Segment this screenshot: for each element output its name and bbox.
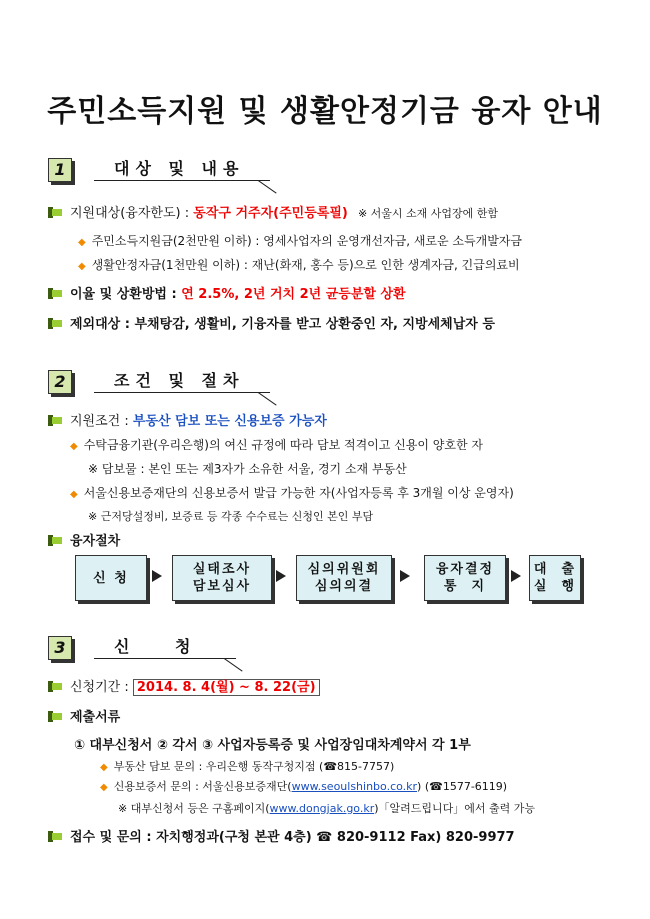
- fund2-text: 생활안정자금(1천만원 이하) : 재난(화재, 홍수 등)으로 인한 생계자금, 긴급의료비: [91, 258, 520, 272]
- flag-bullet-icon: [48, 535, 62, 546]
- flow-step-label: 신 청: [93, 570, 129, 586]
- flow-step-label: 융자결정 통 지: [435, 562, 495, 594]
- section-number: 3: [48, 636, 72, 660]
- flow-step-decision: [424, 555, 506, 601]
- flow-step-label: 대 출 실 행: [533, 562, 577, 594]
- diamond-bullet-icon: ◆: [100, 762, 108, 773]
- flow-step-inspection: [172, 555, 272, 601]
- exclude-row: [48, 313, 495, 332]
- inquiry-1-text: 부동산 담보 문의 : 우리은행 동작구청지점 (☎815-7757): [113, 760, 395, 773]
- inquiry-1-row: [100, 758, 394, 774]
- section-title: 대상 및 내용: [94, 158, 270, 181]
- condition-1-note: ※ 담보물 : 본인 또는 제3자가 소유한 서울, 경기 소재 부동산: [88, 462, 407, 476]
- target-label: 지원대상(융자한도) :: [70, 206, 194, 221]
- procedure-row: [48, 530, 120, 549]
- section-title: 신 청: [94, 636, 236, 659]
- flag-bullet-icon: [48, 681, 62, 692]
- inquiry-2-phone: ) (☎1577-6119): [417, 780, 508, 793]
- inquiry-3-text: ※ 대부신청서 등은 구홈페이지(: [118, 802, 270, 815]
- target-value: 동작구 거주자(주민등록필): [193, 206, 348, 221]
- period-label: 신청기간 :: [70, 680, 133, 695]
- flag-bullet-icon: [48, 318, 62, 329]
- section-title: 조건 및 절차: [94, 370, 270, 393]
- flow-step-review: [296, 555, 392, 601]
- section-number: 1: [48, 158, 72, 182]
- inquiry-2-row: [100, 778, 507, 794]
- seoulshinbo-link[interactable]: www.seoulshinbo.co.kr: [291, 780, 418, 793]
- fund1-text: 주민소득지원금(2천만원 이하) : 영세사업자의 운영개선자금, 새로운 소득개발자금: [91, 234, 522, 248]
- condition-2-note: ※ 근저당설정비, 보증료 등 각종 수수료는 신청인 본인 부담: [88, 510, 374, 523]
- flow-step-loan: [529, 555, 581, 601]
- diamond-bullet-icon: ◆: [78, 237, 86, 248]
- section-2-header: [48, 370, 448, 396]
- fund2-row: [78, 256, 520, 273]
- condition-2-text: 서울신용보증재단의 신용보증서 발급 가능한 자(사업자등록 후 3개월 이상 운영자): [83, 486, 514, 500]
- section-number: 2: [48, 370, 72, 394]
- condition-value: 부동산 담보 또는 신용보증 가능자: [132, 414, 327, 429]
- dongjak-link[interactable]: www.dongjak.go.kr: [269, 802, 375, 815]
- page-title: 주민소득지원 및 생활안정기금 융자 안내: [47, 94, 603, 129]
- inquiry-3-suffix: )「알려드립니다」에서 출력 가능: [374, 802, 536, 815]
- docs-list: ① 대부신청서 ② 각서 ③ 사업자등록증 및 사업장임대차계약서 각 1부: [74, 738, 471, 753]
- docs-label: 제출서류: [70, 710, 121, 725]
- condition-2-row: [70, 484, 514, 501]
- flag-bullet-icon: [48, 831, 62, 842]
- arrow-right-icon: [152, 570, 162, 582]
- arrow-right-icon: [400, 570, 410, 582]
- arrow-right-icon: [276, 570, 286, 582]
- diamond-bullet-icon: ◆: [78, 261, 86, 272]
- fund1-row: [78, 232, 522, 249]
- target-row: [48, 202, 498, 221]
- flag-bullet-icon: [48, 415, 62, 426]
- arrow-right-icon: [511, 570, 521, 582]
- period-value: 2014. 8. 4(월) ~ 8. 22(금): [133, 679, 320, 696]
- contact-text: 접수 및 문의 : 자치행정과(구청 본관 4층) ☎ 820-9112 Fax) 820-9977: [70, 830, 515, 845]
- condition-row: [48, 410, 327, 429]
- condition-1-row: [70, 436, 483, 453]
- flag-bullet-icon: [48, 711, 62, 722]
- procedure-label: 융자절차: [70, 534, 121, 549]
- inquiry-3-row: [118, 800, 535, 816]
- rate-value: 연 2.5%, 2년 거치 2년 균등분할 상환: [181, 287, 406, 302]
- docs-row: [48, 706, 120, 725]
- rate-label: 이율 및 상환방법 :: [70, 287, 182, 302]
- section-1-header: [48, 158, 448, 184]
- target-note: ※ 서울시 소재 사업장에 한함: [357, 207, 499, 220]
- flow-step-apply: [75, 555, 147, 601]
- period-row: [48, 676, 320, 695]
- inquiry-2-text: 신용보증서 문의 : 서울신용보증재단(: [113, 780, 292, 793]
- flow-step-label: 실태조사 담보심사: [192, 562, 252, 594]
- exclude-text: 제외대상 : 부채탕감, 생활비, 기융자를 받고 상환중인 자, 지방세체납자 등: [70, 317, 495, 332]
- section-3-header: [48, 636, 448, 662]
- condition-label: 지원조건 :: [70, 414, 133, 429]
- flag-bullet-icon: [48, 207, 62, 218]
- diamond-bullet-icon: ◆: [70, 489, 78, 500]
- condition-1-text: 수탁금융기관(우리은행)의 여신 규정에 따라 담보 적격이고 신용이 양호한 자: [83, 438, 483, 452]
- rate-row: [48, 283, 406, 302]
- flag-bullet-icon: [48, 288, 62, 299]
- contact-row: [48, 826, 515, 845]
- flow-step-label: 심의위원회 심의의결: [307, 562, 381, 594]
- diamond-bullet-icon: ◆: [100, 782, 108, 793]
- diamond-bullet-icon: ◆: [70, 441, 78, 452]
